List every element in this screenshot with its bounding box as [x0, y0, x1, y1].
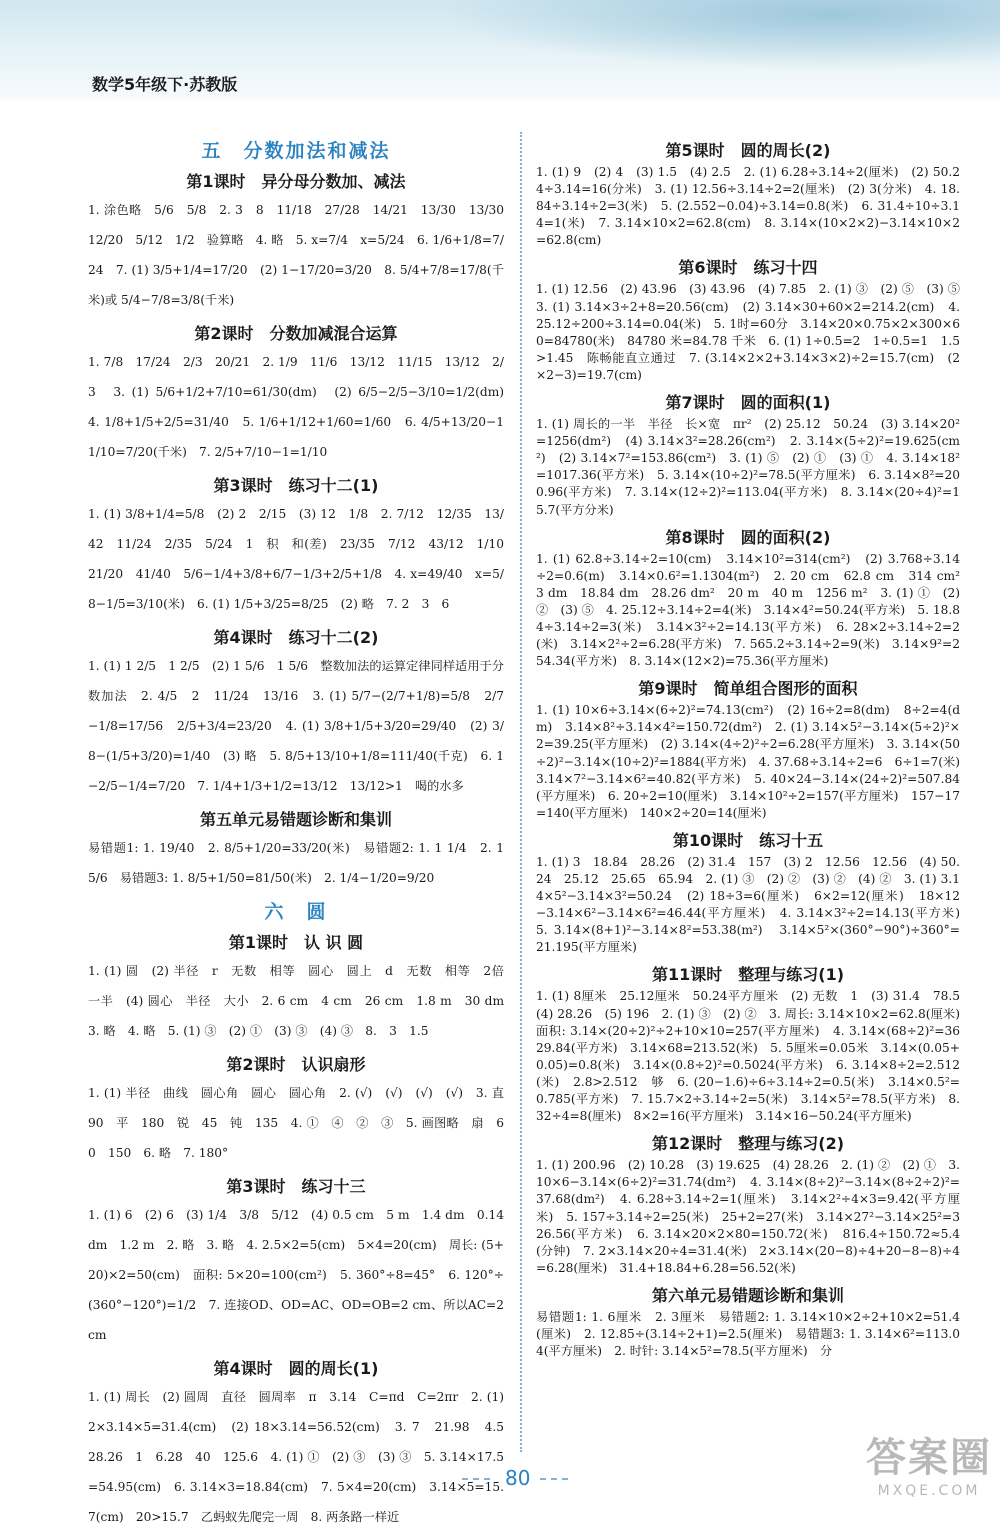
lesson-heading: 第5课时 圆的周长(2): [665, 141, 831, 160]
lesson-heading: 第六单元易错题诊断和集训: [651, 1285, 844, 1305]
page-dash-right: [540, 1478, 568, 1480]
answer-text: 1. (1) 62.8÷3.14÷2=10(cm) 3.14×10²=314(cm²) (2) 3.768÷3.14÷2=0.6(m) 3.14×0.6²=1.1304(m²) 2. 20 cm 62.8 cm 314 cm² 3 dm 18.84 dm 28.26 dm² 20 m 40 m 1256 m² 3. (1) ① (2) ② (3) ⑤ 4. 25.12÷3.14÷2=4(米) 3.14×4²=50.24(平方米) 5. 18.84÷3.14÷2=3(米) 3.14×3²÷2=14.13(平方米) 6. 28×2÷3.14÷2=2(米) 3.14×2²÷2=6.28(平方米) 7. 565.2÷3.14÷2=9(米) 3.14×9²=254.34(平方米) 8. 3.14×(12×2)=75.36(平方厘米): [536, 551, 973, 669]
answer-text: 1. (1) 1 2/5 1 2/5 (2) 1 5/6 1 5/6 整数加法的运算定律同样适用于分数加法 2. 4/5 2 11/24 13/16 3. (1) 5/7−(2/7+1/8)=5/8 2/7−1/8=17/56 2/5+3/4=23/20 4. (1) 3/8+1/5+3/20=29/40 (2) 3/8−(1/5+3/20)=1/40 (3) 略 5. 8/5+13/10+1/8=111/40(千克) 6. 1−2/5−1/4=7/20 7. 1/4+1/3+1/2=13/12 13/12>1 喝的水多: [88, 659, 504, 793]
lesson-heading: 第五单元易错题诊断和集训: [199, 810, 392, 829]
watermark-line2: MXQE.COM: [877, 1483, 981, 1499]
lesson-heading: 第1课时 认 识 圆: [228, 933, 364, 952]
answer-text: 1. (1) 9 (2) 4 (3) 1.5 (4) 2.5 2. (1) 6.28÷3.14÷2(厘米) (2) 50.24÷3.14=16(分米) 3. (1) 12.56÷3.14÷2=2(厘米) (2) 3(分米) 4. 18.84÷3.14÷2=3(米) 5. (2.552−0.04)÷3.14=0.8(米) 6. 31.4÷10÷3.14=1(米) 7. 3.14×10×2=62.8(cm) 8. 3.14×(10×2×2)−3.14×10×2=62.8(cm): [536, 165, 960, 248]
banner-wave: [440, 0, 1000, 70]
left-column: [88, 132, 517, 1532]
page-number: 80: [505, 1466, 531, 1490]
lesson-heading: 第9课时 简单组合图形的面积: [638, 679, 858, 699]
unit-heading: 五 分数加法和减法: [201, 140, 391, 162]
lesson-heading: 第4课时 圆的周长(1): [213, 1359, 379, 1378]
lesson-heading: 第2课时 分数加减混合运算: [194, 324, 398, 343]
answer-text: 1. (1) 6 (2) 6 (3) 1/4 3/8 5/12 (4) 0.5 cm 5 m 1.4 dm 0.14 dm 1.2 m 2. 略 3. 略 4. 2.5×2=5(cm) 5×4=20(cm) 周长: (5+20)×2=50(cm) 面积: 5×20=100(cm²) 5. 360°÷8=45° 6. 120°÷(360°−120°)=1/2 7. 连接OD、OD=AC、OD=OB=2 cm、所以AC=2 cm: [88, 1208, 504, 1342]
answer-text: 1. 7/8 17/24 2/3 20/21 2. 1/9 11/6 13/12 11/15 13/12 2/3 3. (1) 5/6+1/2+7/10=61/30(dm) (2) 6/5−2/5−3/10=1/2(dm) 4. 1/8+1/5+2/5=31/40 5. 1/6+1/12+1/60=1/60 6. 4/5+13/20−11/10=7/20(千米) 7. 2/5+7/10−1=1/10: [88, 355, 517, 459]
answer-text: 1. (1) 200.96 (2) 10.28 (3) 19.625 (4) 28.26 2. (1) ② (2) ① 3. 10×6−3.14×(6÷2)²=31.74(dm²) 4. 3.14×(8÷2)²−3.14×(8÷2÷2)²=37.68(dm²) 4. 6.28÷3.14÷2=1(厘米) 3.14×2²÷4×3=9.42(平方厘米) 5. 157÷3.14÷2=25(米) 25+2=27(米) 3.14×27²−3.14×25²=326.56(平方米) 6. 3.14×20×2×80=150.72(米) 816.4÷150.72≈5.4(分钟) 7. 2×3.14×20÷4=31.4(米) 2×3.14×(20−8)÷4+20−8−8)÷4=6.28(厘米) 31.4+18.84+6.28=56.52(米): [536, 1158, 960, 1275]
answer-text: 1. (1) 3/8+1/4=5/8 (2) 2 2/15 (3) 12 1/8 2. 7/12 12/35 13/42 11/24 2/35 5/24 1 积 和(差) 23/35 7/12 43/12 1/10 21/20 41/40 5/6−1/4+3/8+6/7−1/3+2/5+1/8 4. x=49/40 x=5/8−1/5=3/10(米) 6. (1) 1/5+3/25=8/25 (2) 略 7. 2 3 6: [88, 507, 517, 611]
right-column: [536, 132, 973, 1360]
answer-text: 易错题1: 1. 19/40 2. 8/5+1/20=33/20(米) 易错题2: 1. 1 1/4 2. 1 5/6 易错题3: 1. 8/5+1/50=81/50(米) 2. 1/4−1/20=9/20: [88, 841, 504, 885]
answer-text: 1. (1) 周长的一半 半径 长×宽 πr² (2) 25.12 50.24 (3) 3.14×20²=1256(dm²) (4) 3.14×3²=28.26(cm²) 2. 3.14×(5÷2)²=19.625(cm²) (2) 3.14×7²=153.86(cm²) 3. (1) ⑤ (2) ① (3) ① 4. 3.14×18²=1017.36(平方米) 5. 3.14×(10÷2)²=78.5(平方厘米) 6. 3.14×8²=200.96(平方米) 7. 3.14×(12÷2)²=113.04(平方米) 8. 3.14×(20÷4)²=15.7(平方分米): [536, 417, 960, 517]
answer-text: 易错题1: 1. 6厘米 2. 3厘米 易错题2: 1. 3.14×10×2÷2+10×2=51.4(厘米) 2. 12.85÷(3.14÷2+1)=2.5(厘米) 易错题3: 1. 3.14×6²=113.04(平方厘米) 2. 时针: 3.14×5²=78.5(平方厘米) 分: [536, 1309, 960, 1359]
book-title: 数学5年级下·苏教版: [92, 75, 238, 94]
answer-text: 1. (1) 圆 (2) 半径 r 无数 相等 圆心 圆上 d 无数 相等 2倍 一半 (4) 圆心 半径 大小 2. 6 cm 4 cm 26 cm 1.8 m 30 dm 3. 略 4. 略 5. (1) ③ (2) ① (3) ③ (4) ③ 8. 3 1.5: [88, 964, 517, 1038]
answer-text: 1. (1) 12.56 (2) 43.96 (3) 43.96 (4) 7.85 2. (1) ③ (2) ⑤ (3) ⑤ 3. (1) 3.14×3÷2+8=20.56(cm) (2) 3.14×30+60×2=214.2(cm) 4. 25.12÷200÷3.14=0.04(米) 5. 1时=60分 3.14×20×0.75×2×300×60=84780(米) 84780 米=84.78 千米 6. (1) 1÷0.5=2 1÷0.5=1 1.5>1.45 陈畅能直立通过 7. (3.14×2×2+3.14×3×2)÷2=15.7(cm) (2×2−3)=19.7(cm): [536, 282, 973, 382]
lesson-heading: 第7课时 圆的面积(1): [665, 393, 831, 413]
lesson-heading: 第10课时 练习十五: [672, 830, 824, 850]
column-divider: [520, 132, 522, 1452]
unit-heading: 六 圆: [264, 901, 328, 923]
page-dash-left: [462, 1478, 490, 1480]
lesson-heading: 第11课时 整理与练习(1): [651, 965, 845, 985]
answer-text: 1. (1) 10×6÷3.14×(6÷2)²=74.13(cm²) (2) 16÷2=8(dm) 8÷2=4(dm) 3.14×8²÷3.14×4²=150.72(dm²) 2. (1) 3.14×5²−3.14×(5÷2)²×2=39.25(平方厘米) (2) 3.14×(4÷2)²÷2=6.28(平方厘米) 3. 3.14×(50÷2)²−3.14×(10÷2)²=1884(平方米) 4. 37.68÷3.14÷2=6 6÷1=7(米) 3.14×7²−3.14×6²=40.82(平方米) 5. 40×24−3.14×(24÷2)²=507.84(平方厘米) 6. 20÷2=10(厘米) 3.14×10²÷2=157(平方厘米) 157−17=140(平方厘米) 140×2÷20=14(厘米): [536, 703, 973, 820]
lesson-heading: 第8课时 圆的面积(2): [665, 527, 831, 547]
lesson-heading: 第1课时 异分母分数加、减法: [186, 172, 406, 191]
watermark-logo: [866, 1426, 992, 1499]
answer-text: 1. (1) 8厘米 25.12厘米 50.24平方厘米 (2) 无数 1 (3) 31.4 78.5 (4) 28.26 (5) 196 2. (1) ③ (2) ② 3. 周长: 3.14×10×2=62.8(厘米) 面积: 3.14×(20÷2)²÷2+10×10=257(平方厘米) 4. 3.14×(68÷2)²=3629.84(平方米) 3.14×68=213.52(米) 5. 5厘米=0.05米 3.14×(0.05+0.05)=0.8(米) 3.14×(0.8÷2)²=0.5024(平方米) 6. 3.14×8÷2=2.512(米) 2.8>2.512 够 6. (20−1.6)÷6÷3.14÷2=0.5(米) 3.14×0.5²=0.785(平方米) 7. 15.7×2÷3.14÷2=5(米) 3.14×5²=78.5(平方米) 8. 32÷4=8(厘米) 8×2=16(平方厘米) 3.14×16−50.24(平方厘米): [536, 989, 973, 1124]
lesson-heading: 第2课时 认识扇形: [226, 1055, 366, 1074]
lesson-heading: 第4课时 练习十二(2): [213, 628, 379, 647]
answer-text: 1. (1) 周长 (2) 圆周 直径 圆周率 π 3.14 C=πd C=2πr 2. (1) 2×3.14×5=31.4(cm) (2) 18×3.14=56.52(cm) 3. 7 21.98 4.5 28.26 1 6.28 40 125.6 4. (1) ① (2) ③ (3) ③ 5. 3.14×17.5=54.95(cm) 6. 3.14×3=18.84(cm) 7. 5×4=20(cm) 3.14×5=15.7(cm) 20>15.7 乙蚂蚁先爬完一周 8. 两条路一样近: [88, 1390, 517, 1524]
lesson-heading: 第6课时 练习十四: [678, 258, 818, 278]
lesson-heading: 第3课时 练习十二(1): [213, 476, 379, 495]
answer-text: 1. (1) 3 18.84 28.26 (2) 31.4 157 (3) 2 12.56 12.56 (4) 50.24 25.12 25.65 65.94 2. (1) ③ (2) ② (3) ② (4) ② 3. (1) 3.14×5²−3.14×3²=50.24 (2) 18÷3=6(厘米) 6×2=12(厘米) 18×12−3.14×6²−3.14×6²=46.44(平方厘米) 4. 3.14×3²÷2=14.13(平方米) 5. 3.14×(8+1)²−3.14×8²=53.38(m²) 3.14×5²×(360°−90°)÷360°=21.195(平方厘米): [536, 854, 973, 955]
answer-text: 1. 涂色略 5/6 5/8 2. 3 8 11/18 27/28 14/21 13/30 13/30 12/20 5/12 1/2 验算略 4. 略 5. x=7/4 x=5/24 6. 1/6+1/8=7/24 7. (1) 3/5+1/4=17/20 (2) 1−17/20=3/20 8. 5/4+7/8=17/8(千米)或 5/4−7/8=3/8(千米): [88, 203, 517, 307]
lesson-heading: 第12课时 整理与练习(2): [651, 1134, 845, 1154]
watermark-line1: 答案圈: [866, 1435, 992, 1481]
answer-text: 1. (1) 半径 曲线 圆心角 圆心 圆心角 2. (√) (√) (√) (√) 3. 直 90 平 180 锐 45 钝 135 4. ① ④ ② ③ 5. 画图略 扇 60 150 6. 略 7. 180°: [88, 1086, 517, 1160]
lesson-heading: 第3课时 练习十三: [226, 1177, 366, 1196]
